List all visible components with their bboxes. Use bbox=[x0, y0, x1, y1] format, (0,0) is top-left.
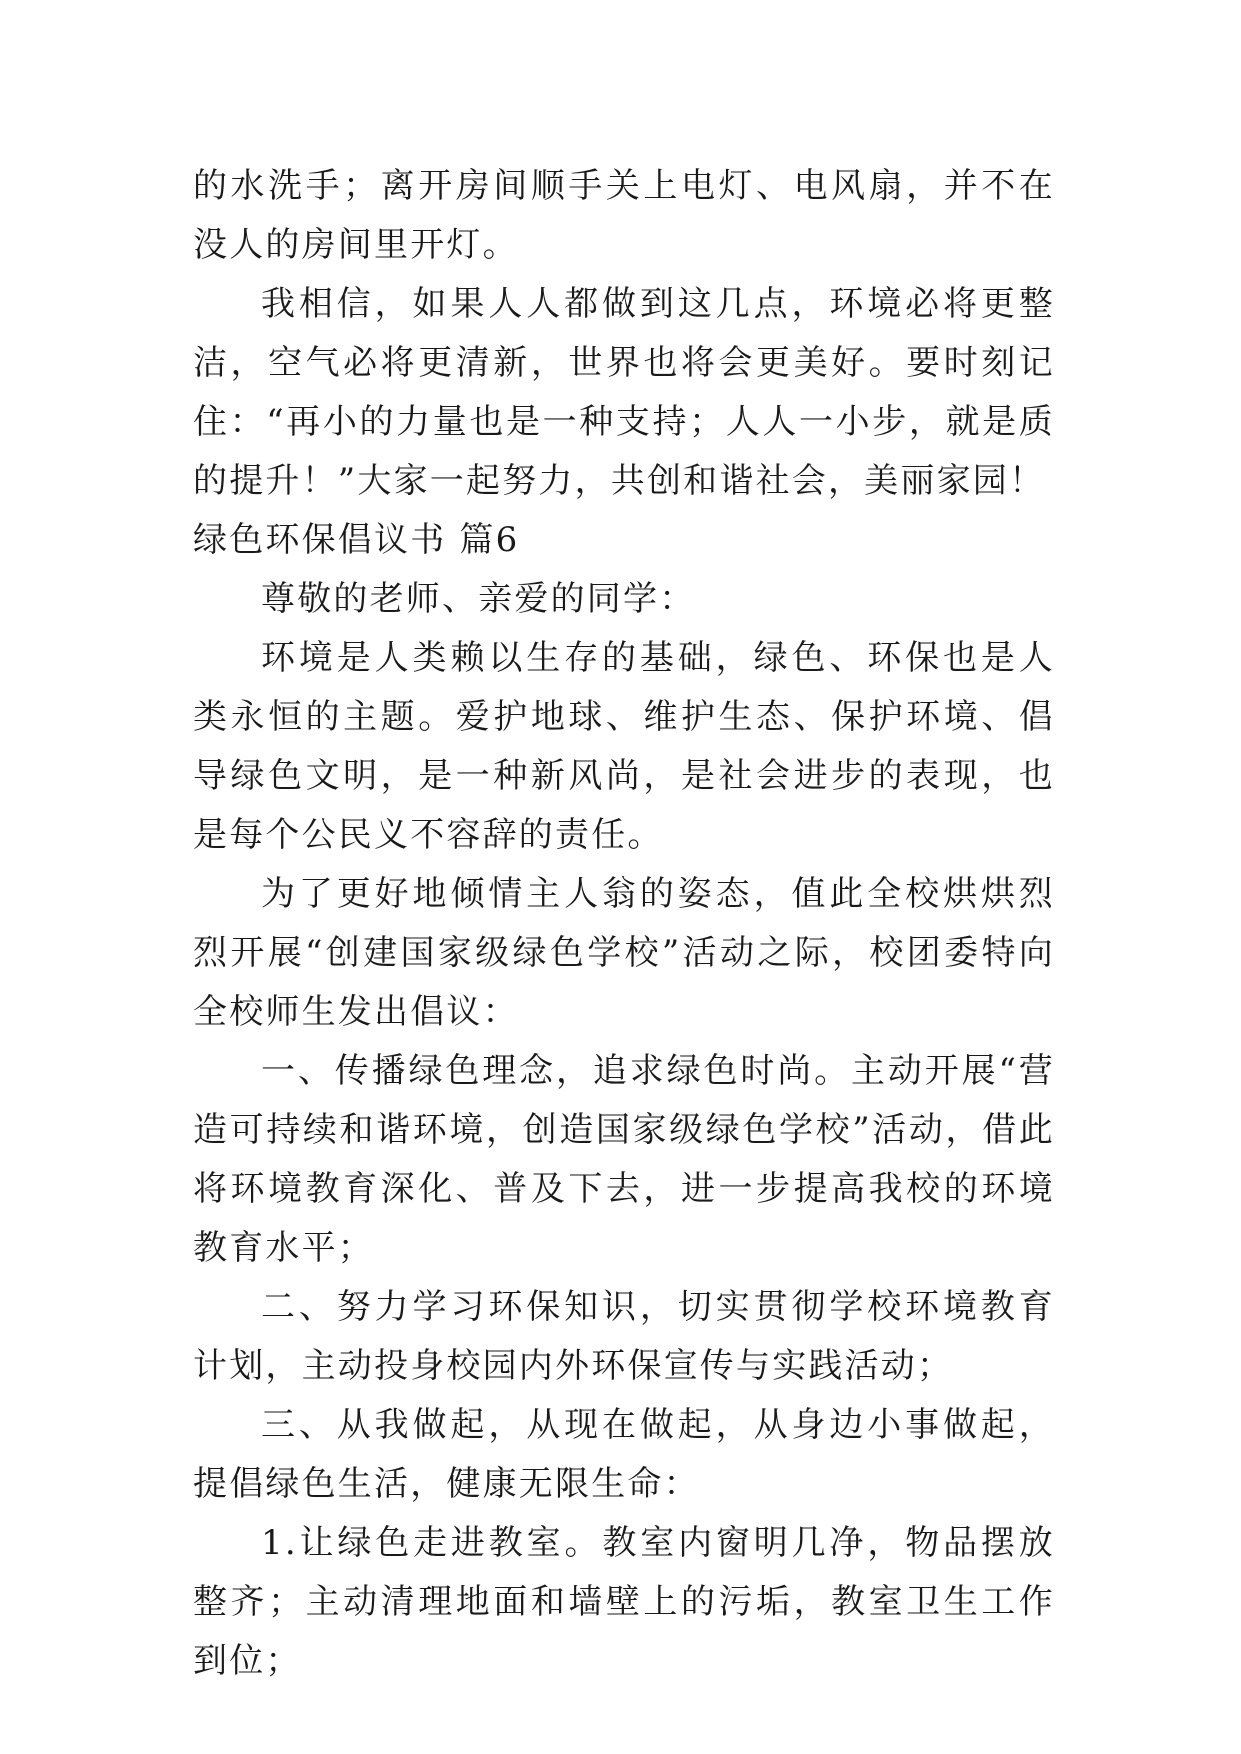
paragraph-closing: 我相信，如果人人都做到这几点，环境必将更整洁，空气必将更清新，世界也将会更美好。要时刻记住：“再小的力量也是一种支持；人人一小步，就是质的提升！”大家一起努力，共创和谐社会，美丽家园！ bbox=[193, 284, 1055, 501]
section-heading: 绿色环保倡议书 篇6 bbox=[193, 520, 520, 560]
paragraph-subitem-one: 1.让绿色走进教室。教室内窗明几净，物品摆放整齐；主动清理地面和墙壁上的污垢，教室卫生工作到位； bbox=[193, 1523, 1055, 1681]
paragraph-item-two: 二、努力学习环保知识，切实贯彻学校环境教育计划，主动投身校园内外环保宣传与实践活动； bbox=[193, 1287, 1055, 1386]
paragraph-purpose: 为了更好地倾情主人翁的姿态，值此全校烘烘烈烈开展“创建国家级绿色学校”活动之际，校团委特向全校师生发出倡议： bbox=[193, 874, 1055, 1032]
paragraph-item-three: 三、从我做起，从现在做起，从身边小事做起，提倡绿色生活，健康无限生命： bbox=[193, 1405, 1055, 1504]
paragraph-item-one: 一、传播绿色理念，追求绿色时尚。主动开展“营造可持续和谐环境，创造国家级绿色学校”活动，借此将环境教育深化、普及下去，进一步提高我校的环境教育水平； bbox=[193, 1051, 1055, 1268]
document-body bbox=[193, 157, 1055, 1691]
paragraph-intro: 环境是人类赖以生存的基础，绿色、环保也是人类永恒的主题。爱护地球、维护生态、保护环境、倡导绿色文明，是一种新风尚，是社会进步的表现，也是每个公民义不容辞的责任。 bbox=[193, 638, 1055, 855]
paragraph-salutation: 尊敬的老师、亲爱的同学： bbox=[261, 579, 696, 619]
paragraph-continuation: 的水洗手；离开房间顺手关上电灯、电风扇，并不在没人的房间里开灯。 bbox=[193, 166, 1055, 265]
